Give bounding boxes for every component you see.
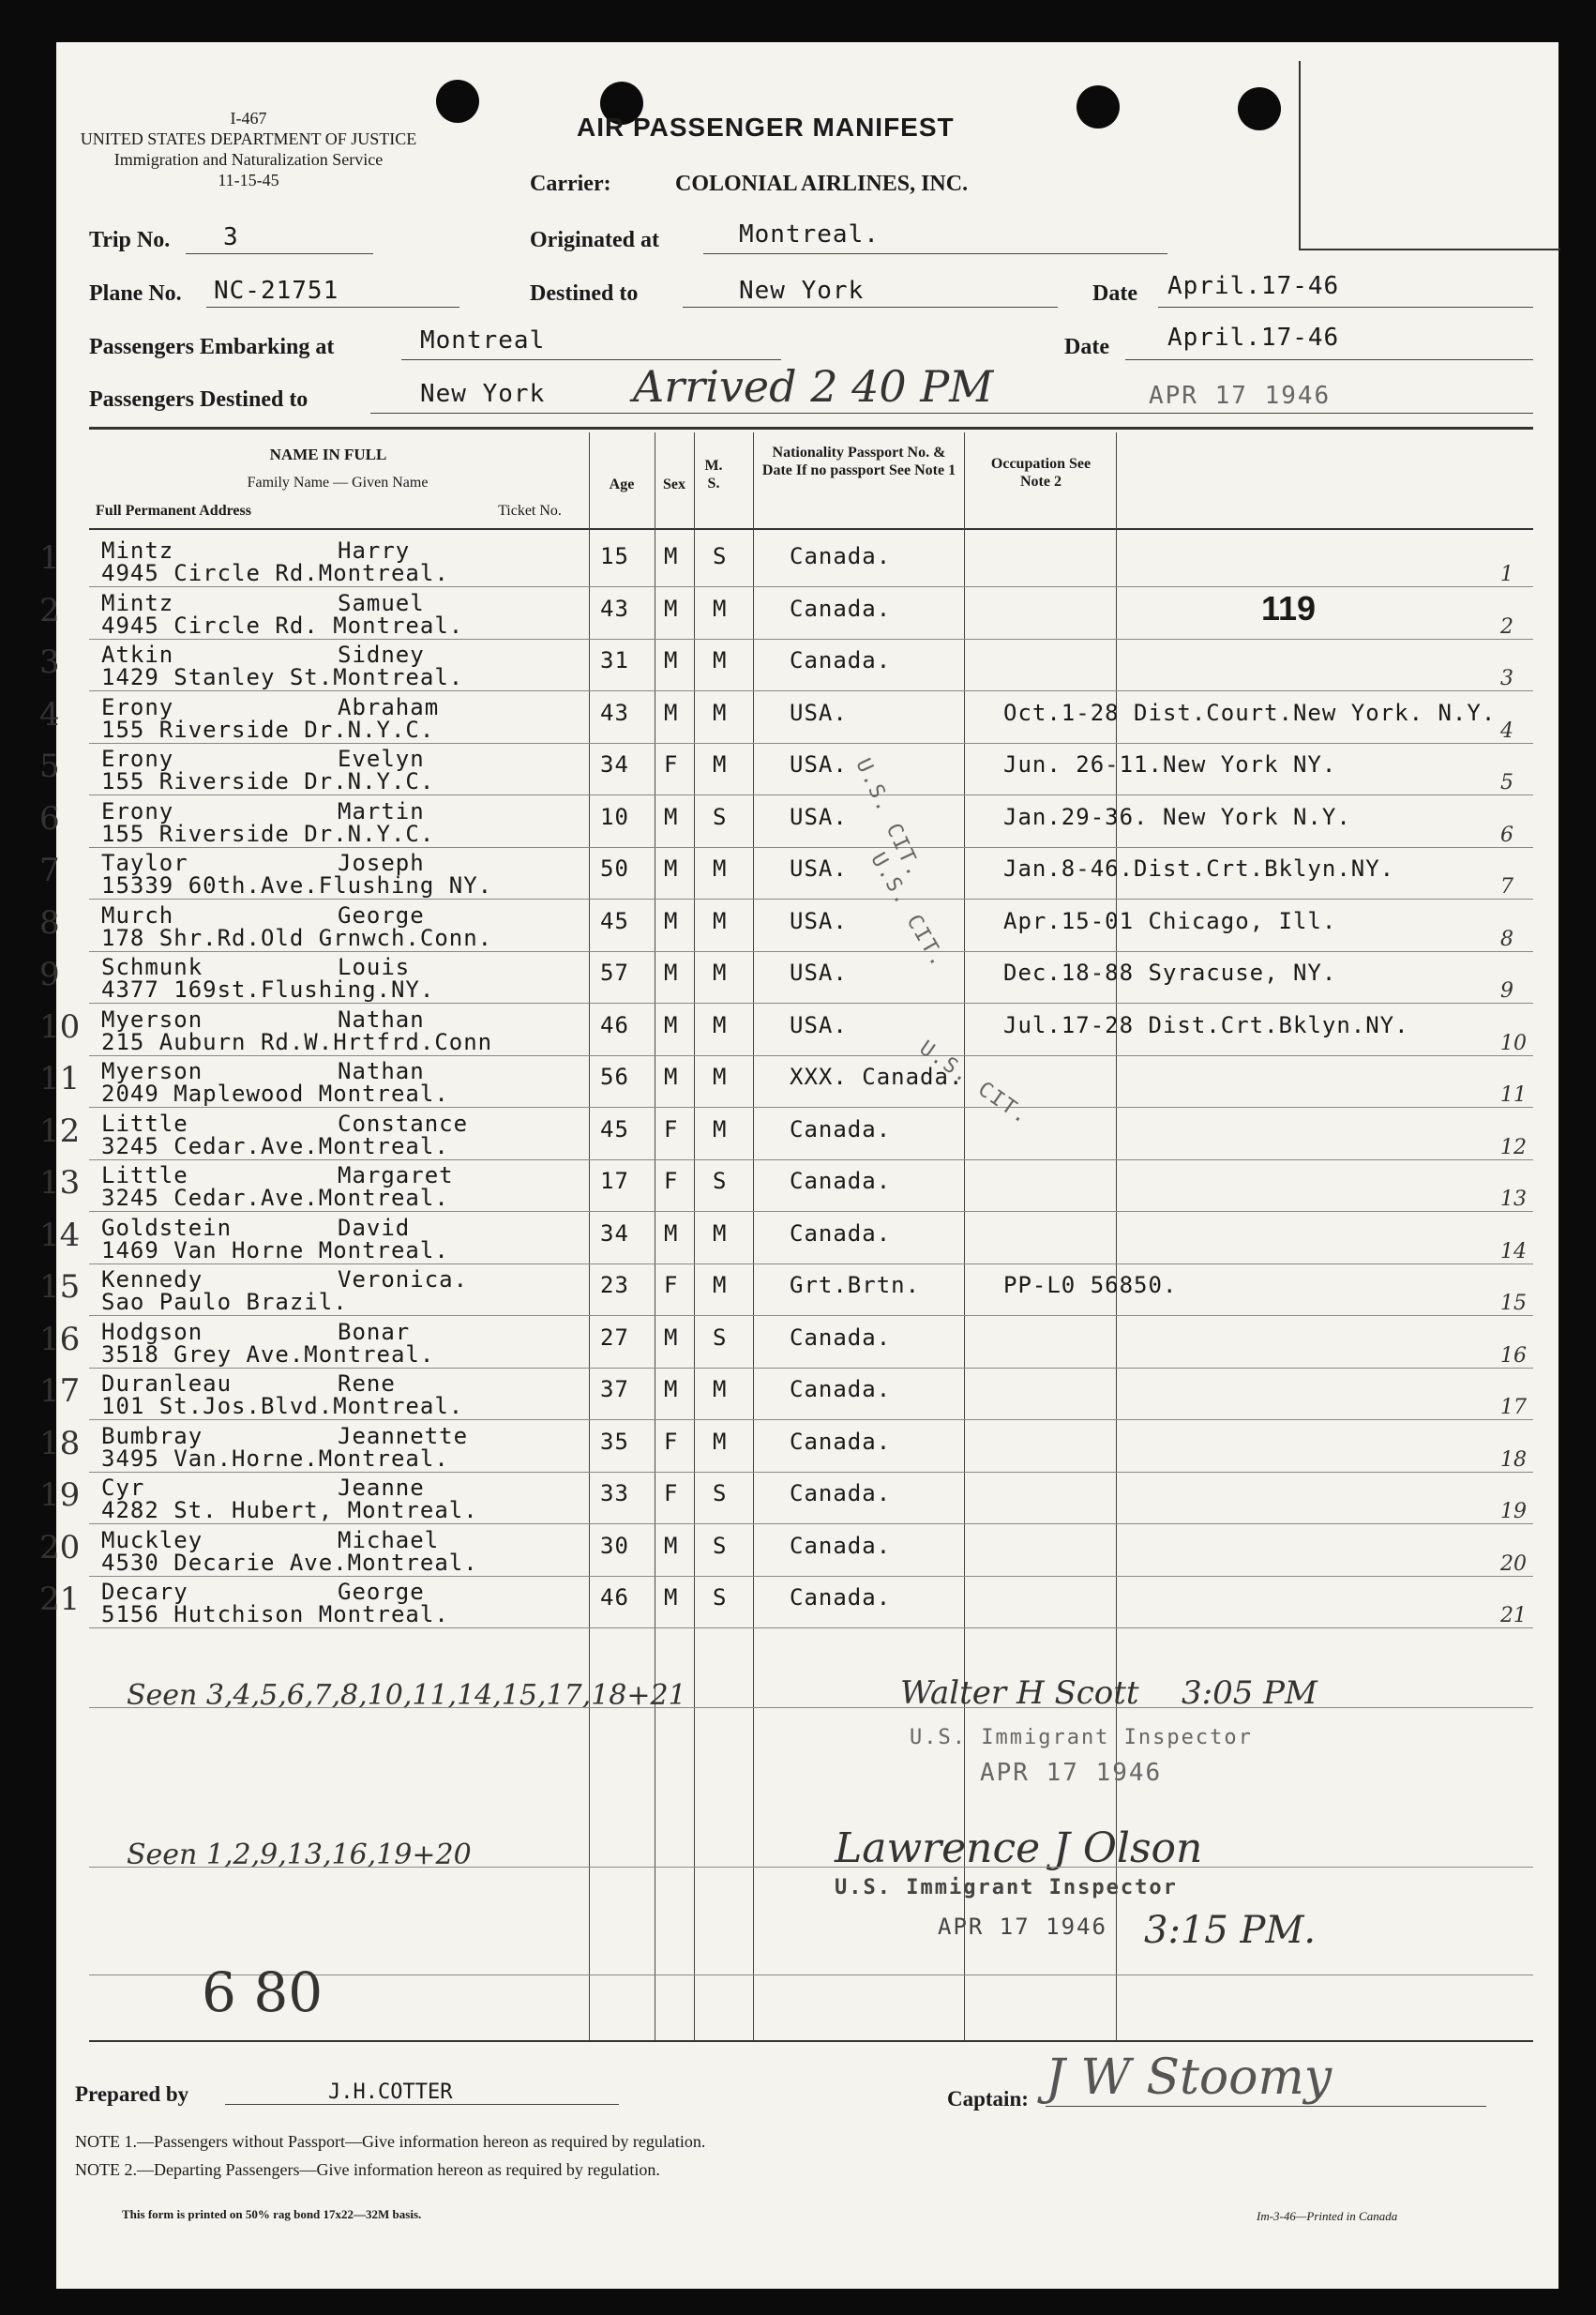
given-name: Abraham — [338, 694, 440, 720]
nationality: Canada. — [790, 1220, 892, 1247]
occupation: Apr.15-01 Chicago, Ill. — [1003, 908, 1337, 934]
family-name: Schmunk — [101, 954, 203, 980]
address: 3495 Van.Horne.Montreal. — [101, 1445, 449, 1472]
originated-value: Montreal. — [739, 220, 880, 249]
row-end-number: 10 — [1500, 1032, 1527, 1055]
inspector-title-2: U.S. Immigrant Inspector — [835, 1876, 1178, 1899]
trip-value: 3 — [223, 223, 239, 251]
marital-status: M — [713, 751, 728, 778]
age: 30 — [600, 1533, 629, 1559]
us-citizen-stamp: U.S. CIT. — [914, 1036, 1034, 1130]
nationality: Canada. — [790, 1116, 892, 1142]
row-end-number: 3 — [1500, 667, 1513, 690]
inspected-list-2: Seen 1,2,9,13,16,19+20 — [127, 1838, 472, 1871]
nationality: Grt.Brtn. — [790, 1272, 921, 1298]
row-divider — [89, 586, 1533, 587]
sex: M — [664, 1064, 679, 1090]
nationality: Canada. — [790, 543, 892, 569]
given-name: Michael — [338, 1527, 440, 1553]
family-name: Goldstein — [101, 1215, 233, 1241]
address: 3245 Cedar.Ave.Montreal. — [101, 1133, 449, 1159]
captain-signature: J W Stoomy — [1046, 2050, 1333, 2106]
row-divider — [89, 1107, 1533, 1108]
age: 10 — [600, 804, 629, 830]
family-name: Kennedy — [101, 1266, 203, 1293]
nationality: USA. — [790, 960, 848, 986]
date-value-1: April.17-46 — [1167, 272, 1340, 300]
punch-hole-icon — [1077, 85, 1120, 129]
inspector-signature-2: Lawrence J Olson — [835, 1824, 1203, 1872]
row-end-number: 16 — [1500, 1344, 1527, 1368]
given-name: Nathan — [338, 1006, 425, 1033]
given-name: Margaret — [338, 1162, 454, 1188]
form-date: 11-15-45 — [218, 171, 279, 189]
destined-passengers-value: New York — [420, 380, 546, 408]
row-divider — [89, 899, 1533, 900]
row-end-number: 1 — [1500, 563, 1513, 586]
inspector-title-1: U.S. Immigrant Inspector — [910, 1726, 1253, 1749]
nationality: Canada. — [790, 647, 892, 673]
age: 46 — [600, 1584, 629, 1611]
row-divider — [89, 1523, 1533, 1524]
address: 3518 Grey Ave.Montreal. — [101, 1341, 435, 1368]
row-end-number: 15 — [1500, 1292, 1527, 1315]
age: 46 — [600, 1012, 629, 1038]
given-name: George — [338, 1579, 425, 1605]
form-number: I-467 — [230, 109, 267, 128]
row-number: 14 — [39, 1217, 81, 1254]
nationality: USA. — [790, 804, 848, 830]
row-divider — [89, 690, 1533, 691]
row-end-number: 14 — [1500, 1240, 1527, 1263]
row-number: 17 — [39, 1372, 81, 1410]
age: 35 — [600, 1429, 629, 1455]
given-name: Veronica. — [338, 1266, 469, 1293]
captain-label: Captain: — [947, 2087, 1029, 2111]
sex: F — [664, 1272, 679, 1298]
nationality: Canada. — [790, 1324, 892, 1351]
row-end-number: 9 — [1500, 979, 1513, 1003]
marital-status: M — [713, 960, 728, 986]
family-name: Duranleau — [101, 1370, 233, 1397]
address: 3245 Cedar.Ave.Montreal. — [101, 1185, 449, 1211]
age: 34 — [600, 1220, 629, 1247]
age: 33 — [600, 1480, 629, 1506]
sex: M — [664, 855, 679, 882]
row-number: 8 — [39, 904, 60, 942]
row-number: 4 — [39, 696, 60, 734]
date-label-2: Date — [1064, 335, 1109, 359]
plane-label: Plane No. — [89, 281, 182, 306]
row-number: 16 — [39, 1321, 81, 1358]
family-name: Atkin — [101, 642, 174, 668]
col-occupation: Occupation See Note 2 — [990, 456, 1092, 490]
address: 215 Auburn Rd.W.Hrtfrd.Conn — [101, 1029, 493, 1055]
col-ticket: Ticket No. — [498, 503, 562, 519]
family-name: Myerson — [101, 1058, 203, 1084]
sex: M — [664, 960, 679, 986]
sex: M — [664, 1324, 679, 1351]
given-name: Constance — [338, 1111, 469, 1137]
row-number: 3 — [39, 643, 60, 681]
embarking-label: Passengers Embarking at — [89, 335, 335, 359]
prepared-by-value: J.H.COTTER — [328, 2080, 453, 2104]
row-divider — [89, 1368, 1533, 1369]
address: 4945 Circle Rd. Montreal. — [101, 613, 464, 639]
row-divider — [89, 1003, 1533, 1004]
marital-status: S — [713, 1533, 728, 1559]
date-label-1: Date — [1092, 281, 1137, 306]
form-id-block — [66, 108, 431, 190]
given-name: Evelyn — [338, 746, 425, 772]
trip-label: Trip No. — [89, 228, 171, 252]
department: UNITED STATES DEPARTMENT OF JUSTICE — [80, 129, 417, 148]
age: 23 — [600, 1272, 629, 1298]
marital-status: M — [713, 1220, 728, 1247]
row-number: 7 — [39, 852, 60, 889]
family-name: Taylor — [101, 850, 188, 876]
given-name: David — [338, 1215, 411, 1241]
given-name: Jeanne — [338, 1475, 425, 1501]
row-divider — [89, 1627, 1533, 1628]
marital-status: S — [713, 804, 728, 830]
address: 15339 60th.Ave.Flushing NY. — [101, 872, 493, 899]
row-end-number: 2 — [1500, 615, 1513, 639]
row-divider — [89, 1419, 1533, 1420]
sex: M — [664, 804, 679, 830]
row-end-number: 11 — [1500, 1083, 1527, 1107]
manifest-page — [39, 42, 1558, 2289]
nationality: Canada. — [790, 1533, 892, 1559]
marital-status: M — [713, 1116, 728, 1142]
originated-label: Originated at — [530, 228, 659, 252]
nationality: Canada. — [790, 1584, 892, 1611]
sex: M — [664, 1376, 679, 1402]
address: 4945 Circle Rd.Montreal. — [101, 560, 449, 586]
marital-status: M — [713, 1272, 728, 1298]
row-divider — [89, 743, 1533, 744]
row-divider — [89, 1211, 1533, 1212]
age: 50 — [600, 855, 629, 882]
row-number: 15 — [39, 1268, 81, 1306]
row-end-number: 5 — [1500, 771, 1513, 794]
nationality: USA. — [790, 751, 848, 778]
sex: M — [664, 1220, 679, 1247]
family-name: Mintz — [101, 590, 174, 616]
row-number: 5 — [39, 748, 60, 785]
destined-passengers-label: Passengers Destined to — [89, 387, 309, 412]
nationality: Canada. — [790, 1376, 892, 1402]
age: 43 — [600, 596, 629, 622]
given-name: Nathan — [338, 1058, 425, 1084]
marital-status: S — [713, 1168, 728, 1194]
sex: M — [664, 647, 679, 673]
row-end-number: 21 — [1500, 1604, 1527, 1627]
sex: M — [664, 1012, 679, 1038]
occupation: Jan.8-46.Dist.Crt.Bklyn.NY. — [1003, 855, 1395, 882]
age: 27 — [600, 1324, 629, 1351]
family-name: Erony — [101, 694, 174, 720]
row-number: 11 — [39, 1060, 81, 1097]
row-divider — [89, 639, 1533, 640]
col-name-title: NAME IN FULL — [269, 446, 387, 463]
col-address: Full Permanent Address — [96, 503, 251, 519]
age: 45 — [600, 1116, 629, 1142]
family-name: Muckley — [101, 1527, 203, 1553]
total-figure: 6 80 — [202, 1960, 324, 2024]
punch-hole-icon — [1238, 87, 1281, 130]
marital-status: M — [713, 855, 728, 882]
sex: M — [664, 908, 679, 934]
note-2: NOTE 2.—Departing Passengers—Give information hereon as required by regulation. — [75, 2160, 660, 2179]
nationality: USA. — [790, 1012, 848, 1038]
address: 4377 169st.Flushing.NY. — [101, 976, 435, 1003]
embarking-value: Montreal — [420, 326, 546, 355]
row-number: 10 — [39, 1008, 81, 1046]
family-name: Hodgson — [101, 1319, 203, 1345]
family-name: Little — [101, 1162, 188, 1188]
sex: F — [664, 1429, 679, 1455]
service: Immigration and Naturalization Service — [113, 150, 384, 169]
given-name: Samuel — [338, 590, 425, 616]
destined-value: New York — [739, 277, 865, 305]
family-name: Erony — [101, 746, 174, 772]
form-title: AIR PASSENGER MANIFEST — [577, 113, 955, 142]
punch-hole-icon — [436, 80, 479, 123]
address: 4282 St. Hubert, Montreal. — [101, 1497, 478, 1523]
row-divider — [89, 847, 1533, 848]
age: 37 — [600, 1376, 629, 1402]
marital-status: S — [713, 1480, 728, 1506]
given-name: Louis — [338, 954, 411, 980]
age: 15 — [600, 543, 629, 569]
row-end-number: 4 — [1500, 719, 1513, 743]
address: 1429 Stanley St.Montreal. — [101, 664, 464, 690]
address: 155 Riverside Dr.N.Y.C. — [101, 768, 435, 794]
age: 45 — [600, 908, 629, 934]
occupation: Jan.29-36. New York N.Y. — [1003, 804, 1351, 830]
marital-status: M — [713, 1429, 728, 1455]
address: 178 Shr.Rd.Old Grnwch.Conn. — [101, 925, 493, 951]
marital-status: M — [713, 1376, 728, 1402]
occupation: Oct.1-28 Dist.Court.New York. N.Y. — [1003, 700, 1497, 726]
arrived-note: Arrived 2 40 PM — [633, 361, 994, 412]
nationality: Canada. — [790, 1168, 892, 1194]
sex: F — [664, 1116, 679, 1142]
address: 4530 Decarie Ave.Montreal. — [101, 1550, 478, 1576]
col-nationality: Nationality Passport No. & Date If no passport See Note 1 — [761, 445, 956, 478]
row-number: 19 — [39, 1476, 81, 1514]
row-number: 18 — [39, 1425, 81, 1462]
age: 17 — [600, 1168, 629, 1194]
inspected-list-1: Seen 3,4,5,6,7,8,10,11,14,15,17,18+21 — [127, 1679, 686, 1712]
row-divider — [89, 1055, 1533, 1056]
inspection-time-1: 3:05 PM — [1182, 1674, 1317, 1712]
col-name-sub: Family Name — Given Name — [247, 475, 429, 491]
inspector-stamp-1: APR 17 1946 — [980, 1759, 1163, 1787]
age: 57 — [600, 960, 629, 986]
marital-status: M — [713, 647, 728, 673]
occupation: Jul.17-28 Dist.Crt.Bklyn.NY. — [1003, 1012, 1409, 1038]
family-name: Bumbray — [101, 1423, 203, 1449]
marital-status: S — [713, 543, 728, 569]
family-name: Myerson — [101, 1006, 203, 1033]
address: 155 Riverside Dr.N.Y.C. — [101, 717, 435, 743]
occupation: PP-L0 56850. — [1003, 1272, 1178, 1298]
given-name: Bonar — [338, 1319, 411, 1345]
destined-label: Destined to — [530, 281, 639, 306]
occupation: Dec.18-88 Syracuse, NY. — [1003, 960, 1337, 986]
row-number: 12 — [39, 1112, 81, 1150]
marital-status: M — [713, 908, 728, 934]
row-divider — [89, 1315, 1533, 1316]
row-number: 1 — [39, 539, 60, 577]
col-marital: M. S. — [704, 458, 723, 492]
sex: M — [664, 1533, 679, 1559]
family-name: Mintz — [101, 537, 174, 564]
nationality: Canada. — [790, 1429, 892, 1455]
address: 5156 Hutchison Montreal. — [101, 1601, 449, 1627]
marital-status: M — [713, 596, 728, 622]
sex: M — [664, 543, 679, 569]
date-value-2: April.17-46 — [1167, 324, 1340, 352]
given-name: Joseph — [338, 850, 425, 876]
row-number: 2 — [39, 592, 60, 629]
sex: M — [664, 700, 679, 726]
col-sex: Sex — [663, 477, 685, 492]
carrier-label: Carrier: — [530, 172, 611, 196]
nationality: XXX. Canada. — [790, 1064, 964, 1090]
row-end-number: 20 — [1500, 1552, 1527, 1576]
family-name: Murch — [101, 902, 174, 929]
age: 31 — [600, 647, 629, 673]
sex: M — [664, 596, 679, 622]
marital-status: M — [713, 700, 728, 726]
row-divider — [89, 1576, 1533, 1577]
row-end-number: 6 — [1500, 824, 1513, 847]
inspector-stamp-2: APR 17 1946 — [938, 1914, 1107, 1940]
row-divider — [89, 794, 1533, 795]
row-divider — [89, 1472, 1533, 1473]
nationality: Canada. — [790, 1480, 892, 1506]
note-1: NOTE 1.—Passengers without Passport—Give information hereon as required by regulation. — [75, 2132, 706, 2151]
sex: F — [664, 751, 679, 778]
given-name: Martin — [338, 798, 425, 825]
given-name: Harry — [338, 537, 411, 564]
row-number: 9 — [39, 956, 60, 993]
marital-status: M — [713, 1012, 728, 1038]
address: 1469 Van Horne Montreal. — [101, 1237, 449, 1263]
address: 155 Riverside Dr.N.Y.C. — [101, 821, 435, 847]
row-number: 21 — [39, 1581, 81, 1618]
row-end-number: 19 — [1500, 1500, 1527, 1523]
address: 2049 Maplewood Montreal. — [101, 1081, 449, 1107]
address: 101 St.Jos.Blvd.Montreal. — [101, 1393, 464, 1419]
marital-status: S — [713, 1324, 728, 1351]
nationality: USA. — [790, 855, 848, 882]
family-name: Decary — [101, 1579, 188, 1605]
marital-status: S — [713, 1584, 728, 1611]
arrival-date-stamp: APR 17 1946 — [1149, 382, 1332, 410]
given-name: Jeannette — [338, 1423, 469, 1449]
nationality: Canada. — [790, 596, 892, 622]
print-info-right: Im-3-46—Printed in Canada — [1257, 2209, 1398, 2223]
row-number: 6 — [39, 800, 60, 838]
us-citizen-stamp: U.S. CIT. — [866, 849, 951, 973]
inspection-time-2: 3:15 PM. — [1144, 1909, 1317, 1952]
row-end-number: 18 — [1500, 1448, 1527, 1472]
row-end-number: 17 — [1500, 1396, 1527, 1419]
row-end-number: 13 — [1500, 1188, 1527, 1211]
given-name: Rene — [338, 1370, 396, 1397]
col-age: Age — [609, 477, 635, 492]
row-divider — [89, 951, 1533, 952]
inspector-signature-1: Walter H Scott — [900, 1674, 1139, 1712]
row-number: 13 — [39, 1164, 81, 1202]
row-end-number: 7 — [1500, 875, 1513, 899]
marital-status: M — [713, 1064, 728, 1090]
age: 34 — [600, 751, 629, 778]
given-name: George — [338, 902, 425, 929]
family-name: Cyr — [101, 1475, 145, 1501]
given-name: Sidney — [338, 642, 425, 668]
age: 56 — [600, 1064, 629, 1090]
age: 43 — [600, 700, 629, 726]
family-name: Little — [101, 1111, 188, 1137]
row-divider — [89, 1159, 1533, 1160]
row-end-number: 8 — [1500, 928, 1513, 951]
row-end-number: 12 — [1500, 1136, 1527, 1159]
carrier-name: COLONIAL AIRLINES, INC. — [675, 172, 969, 196]
print-info: This form is printed on 50% rag bond 17x22—32M basis. — [122, 2207, 422, 2221]
family-name: Erony — [101, 798, 174, 825]
nationality: USA. — [790, 700, 848, 726]
row-divider — [89, 1263, 1533, 1264]
nationality: USA. — [790, 908, 848, 934]
row-number: 20 — [39, 1529, 81, 1566]
prepared-by-label: Prepared by — [75, 2082, 189, 2106]
plane-value: NC-21751 — [214, 277, 339, 305]
occupation: Jun. 26-11.New York NY. — [1003, 751, 1337, 778]
office-stamp-box — [1299, 61, 1560, 250]
passenger-count: 119 — [1261, 589, 1317, 628]
us-citizen-stamp: U.S. CIT. — [851, 755, 926, 882]
sex: M — [664, 1584, 679, 1611]
sex: F — [664, 1168, 679, 1194]
address: Sao Paulo Brazil. — [101, 1289, 348, 1315]
sex: F — [664, 1480, 679, 1506]
